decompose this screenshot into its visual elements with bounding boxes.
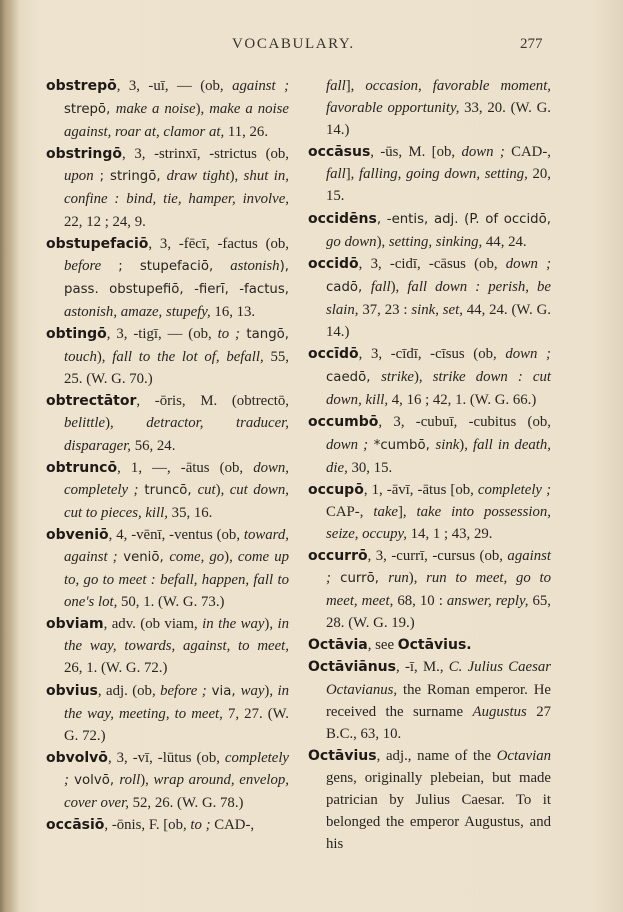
dictionary-entry	[46, 680, 289, 747]
entry-text: , 1, —, -ātus (ob,	[117, 459, 254, 476]
entry-definition-text: cut down, cut to pieces, kill,	[64, 481, 289, 521]
entry-text: truncō,	[138, 482, 198, 498]
entry-text: ),	[215, 481, 230, 498]
entry-headword: obtingō	[46, 326, 107, 343]
entry-text: ),	[140, 771, 154, 788]
entry-text: gens, originally plebeian, but made patrician by Julius Caesar. To it belonged the emperor Augustus, and his	[326, 769, 551, 853]
entry-text: , 3, -cīdī, -cīsus (ob,	[358, 346, 506, 363]
dictionary-entry	[46, 390, 289, 456]
entry-definition-text: down ;	[326, 436, 369, 453]
entry-text: , adj., name of the	[376, 747, 497, 764]
entry-text: ),	[264, 682, 278, 699]
dictionary-entry	[308, 343, 551, 411]
entry-definition-text: C. Julius Caesar Octavianus,	[326, 659, 551, 698]
entry-definition-text: to ;	[190, 817, 211, 834]
dictionary-entry	[46, 323, 289, 390]
entry-definition-text: make a noise	[115, 101, 196, 118]
entry-headword: occāsus	[308, 144, 371, 161]
entry-definition-text: down ;	[505, 346, 551, 363]
entry-text: 52, 26. (W. G. 78.)	[128, 795, 244, 811]
entry-definition-text: to ;	[217, 326, 240, 343]
entry-definition-text: Octavian	[496, 747, 551, 764]
page-header	[0, 36, 623, 56]
entry-text: , 1, -āvī, -ātus [ob,	[363, 481, 478, 498]
entry-headword: obveniō	[46, 526, 109, 543]
entry-text: ),	[224, 548, 238, 565]
entry-definition-text: cut	[197, 481, 216, 498]
entry-text: 33, 20. (W. G. 14.)	[326, 100, 551, 139]
entry-headword: occidō	[308, 255, 359, 272]
entry-text: ),	[195, 101, 210, 118]
entry-text: ),	[408, 570, 427, 587]
entry-definition-text: occasion, favorable moment, favorable opportunity,	[326, 78, 551, 117]
dictionary-entry	[46, 524, 289, 613]
entry-definition-text: completely ;	[64, 749, 289, 788]
entry-headword: occidēns	[308, 210, 377, 227]
entry-text: 35, 16.	[167, 504, 213, 521]
entry-definition-text: falling, going down, setting,	[359, 166, 528, 183]
entry-text: , -entis, adj. (P. of occidō,	[376, 211, 551, 227]
entry-text: 30, 15.	[347, 459, 393, 476]
entry-text: , 3, -uī, — (ob,	[116, 78, 233, 94]
entry-text: 22, 12 ; 24, 9.	[64, 213, 146, 230]
entry-definition-text: take	[373, 503, 398, 520]
entry-definition-text: setting, sinking,	[388, 233, 483, 250]
dictionary-entry	[46, 613, 289, 679]
entry-text: , see	[367, 637, 398, 654]
entry-definition-text: before	[64, 257, 102, 274]
dictionary-entry	[46, 747, 289, 814]
entry-text: CAD-,	[504, 144, 551, 161]
entry-headword: obtrectātor	[46, 393, 137, 410]
entry-definition-text: against ;	[232, 78, 290, 94]
entry-headword: occupō	[308, 481, 364, 498]
entry-text: 44, 24.	[482, 233, 527, 250]
entry-definition-text: draw tight	[166, 168, 230, 185]
entry-text: strepō,	[64, 102, 116, 118]
entry-text: , 3, -fēcī, -factus (ob,	[148, 235, 289, 252]
entry-text: currō,	[330, 571, 389, 587]
entry-headword: occurrō	[308, 547, 368, 564]
entry-text: , adj. (ob,	[97, 682, 161, 699]
entry-text: , 3, -cubuī, -cubitus (ob,	[378, 414, 551, 431]
entry-text: , 3, -cidī, -cāsus (ob,	[358, 255, 506, 272]
entry-text: CAP-,	[326, 503, 374, 520]
entry-definition-text: run to meet, go to meet, meet,	[326, 570, 551, 610]
dictionary-entry	[46, 75, 289, 143]
entry-definition-text: go down	[326, 233, 377, 250]
entry-text: caedō,	[326, 370, 382, 386]
entry-text: ),	[229, 168, 244, 185]
entry-text: 14, 1 ; 43, 29.	[406, 525, 493, 542]
entry-definition-text: down, completely ;	[64, 459, 289, 498]
entry-text: ),	[390, 278, 408, 295]
entry-headword: obvolvō	[46, 749, 108, 766]
entry-text: 27 B.C., 63, 10.	[326, 703, 551, 742]
entry-headword: occīdō	[308, 346, 359, 363]
entry-text: 56, 24.	[131, 437, 176, 454]
entry-definition-text: take into possession, seize, occupy,	[326, 503, 551, 542]
entry-text: 50, 1. (W. G. 73.)	[117, 594, 225, 611]
entry-text: , 3, -currī, -cursus (ob,	[367, 547, 508, 564]
entry-definition-text: wrap around, envelop, cover over,	[64, 771, 290, 811]
entry-headword: obstrepō	[46, 78, 117, 94]
entry-text: , adv. (ob viam,	[103, 616, 203, 633]
entry-text: 4, 16 ; 42, 1. (W. G. 66.)	[388, 392, 537, 409]
dictionary-entry	[46, 143, 289, 232]
entry-definition-text: fall	[370, 278, 391, 295]
entry-definition-text: against ;	[326, 547, 551, 587]
entry-definition-text: come, go	[169, 548, 225, 565]
entry-definition-text: toward, against ;	[64, 526, 289, 565]
entry-definition-text: shut in, confine : bind, tie, hamper, involve,	[64, 168, 290, 208]
entry-definition-text: upon	[64, 168, 94, 185]
entry-text: , 4, -vēnī, -ventus (ob,	[108, 526, 244, 543]
entry-text: 65, 28. (W. G. 19.)	[326, 593, 552, 632]
entry-definition-text: answer, reply,	[446, 593, 529, 610]
entry-headword: obtruncō	[46, 459, 118, 476]
entry-headword: Octāvia	[308, 637, 368, 654]
entry-text: ; stringō,	[93, 169, 167, 185]
entry-headword: Octāvius	[308, 747, 377, 764]
entry-definition-text: detractor, traducer, disparager,	[64, 415, 289, 454]
dictionary-entry	[308, 479, 551, 545]
entry-definition-text: Augustus	[472, 703, 527, 720]
entry-definition-text: completely ;	[477, 481, 551, 498]
entry-text: 11, 26.	[224, 124, 269, 141]
entry-text: 26, 1. (W. G. 72.)	[64, 660, 168, 677]
left-column	[46, 75, 289, 836]
entry-text: ; stupefaciō,	[101, 258, 231, 274]
entry-definition-text: fall down : perish, be slain,	[326, 278, 551, 318]
entry-text: ),	[105, 415, 147, 432]
entry-text: the Roman emperor. He received the surname	[326, 681, 551, 720]
entry-text: ],	[345, 166, 359, 183]
entry-definition-text: astonish, amaze, stupefy,	[64, 303, 211, 320]
entry-text: ),	[459, 436, 474, 453]
entry-text: , -ōnis, F. [ob,	[104, 817, 191, 834]
entry-text: ),	[264, 616, 278, 633]
entry-headword: occāsiō	[46, 817, 105, 834]
entry-definition-text: belittle	[64, 415, 106, 432]
entry-text: ),	[96, 349, 113, 366]
entry-text: veniō,	[117, 549, 170, 565]
dictionary-entry	[308, 208, 551, 253]
entry-headword: obvius	[46, 682, 98, 699]
entry-text: volvō,	[68, 772, 120, 788]
right-column	[308, 75, 551, 855]
entry-definition-text: in the way	[202, 616, 265, 633]
entry-text: , -ūs, M. [ob,	[370, 144, 462, 161]
entry-text: , 3, -strinxī, -strictus (ob,	[121, 146, 289, 163]
dictionary-entry	[46, 233, 289, 323]
dictionary-entry	[308, 634, 551, 656]
entry-text: 68, 10 :	[393, 593, 447, 610]
entry-definition-text: fall	[326, 166, 346, 183]
entry-definition-text: sink	[435, 436, 460, 453]
dictionary-entry	[308, 141, 551, 207]
entry-text: tangō,	[239, 327, 290, 343]
entry-definition-text: roll	[119, 771, 141, 788]
entry-headword: obviam	[46, 616, 104, 633]
entry-text: , 3, -tigī, — (ob,	[106, 326, 218, 343]
entry-definition-text: down ;	[505, 255, 551, 272]
entry-definition-text: sink, set,	[411, 301, 463, 318]
entry-headword: occumbō	[308, 414, 379, 431]
entry-text: ), pass. obstupefiō, -fierī, -factus,	[64, 258, 289, 297]
entry-definition-text: run	[388, 570, 409, 587]
dictionary-entry	[308, 656, 551, 744]
entry-text: 7, 27. (W. G. 72.)	[64, 705, 289, 744]
dictionary-entry	[308, 253, 551, 343]
entry-definition-text: down ;	[461, 144, 505, 161]
entry-text: CAD-,	[210, 817, 255, 834]
entry-definition-text: strike down : cut down, kill,	[326, 369, 552, 409]
entry-definition-text: fall to the lot of, befall,	[112, 349, 264, 366]
dictionary-entry	[308, 411, 551, 478]
running-title: VOCABULARY.	[232, 36, 355, 52]
dictionary-entry	[308, 75, 551, 141]
entry-definition-text: way	[240, 682, 265, 699]
entry-text: Octāvius.	[397, 637, 472, 654]
entry-definition-text: touch	[64, 349, 97, 366]
entry-text: cadō,	[326, 279, 371, 295]
entry-headword: obstupefaciō	[46, 235, 149, 252]
entry-text: 44, 24. (W. G. 14.)	[326, 301, 551, 341]
entry-headword: Octāviānus	[308, 659, 396, 676]
entry-definition-text: in the way, towards, against, to meet,	[64, 616, 289, 655]
entry-text: *cumbō,	[368, 437, 436, 453]
entry-definition-text: astonish	[230, 257, 280, 274]
entry-text: ),	[376, 233, 389, 250]
entry-text: ),	[413, 369, 433, 386]
dictionary-entry	[308, 745, 551, 855]
page-number: 277	[520, 36, 543, 52]
entry-text: via,	[206, 683, 241, 699]
dictionary-entry	[46, 457, 289, 524]
entry-text: , -ī, M.,	[395, 659, 449, 676]
entry-definition-text: come up to, go to meet : befall, happen, fall to one's lot,	[64, 548, 289, 611]
dictionary-entry	[308, 545, 551, 634]
entry-text: 20, 15.	[326, 166, 552, 205]
entry-definition-text: fall in death, die,	[326, 436, 551, 476]
entry-headword: obstringō	[46, 146, 122, 163]
entry-text: ],	[345, 78, 366, 94]
entry-text: ],	[397, 503, 417, 520]
entry-definition-text: fall	[326, 78, 346, 94]
entry-definition-text: make a noise against, roar at, clamor at,	[64, 101, 289, 141]
entry-text: , 3, -vī, -lūtus (ob,	[107, 749, 225, 766]
entry-definition-text: in the way, meeting, to meet,	[64, 682, 289, 722]
entry-definition-text: before ;	[160, 682, 207, 699]
entry-text: 37, 23 :	[358, 301, 412, 318]
entry-definition-text: strike	[381, 369, 414, 386]
entry-text: , -ōris, M. (obtrectō,	[136, 393, 289, 410]
entry-text: 16, 13.	[210, 303, 256, 320]
entry-text: 55, 25. (W. G. 70.)	[64, 349, 289, 388]
dictionary-entry	[46, 814, 289, 836]
